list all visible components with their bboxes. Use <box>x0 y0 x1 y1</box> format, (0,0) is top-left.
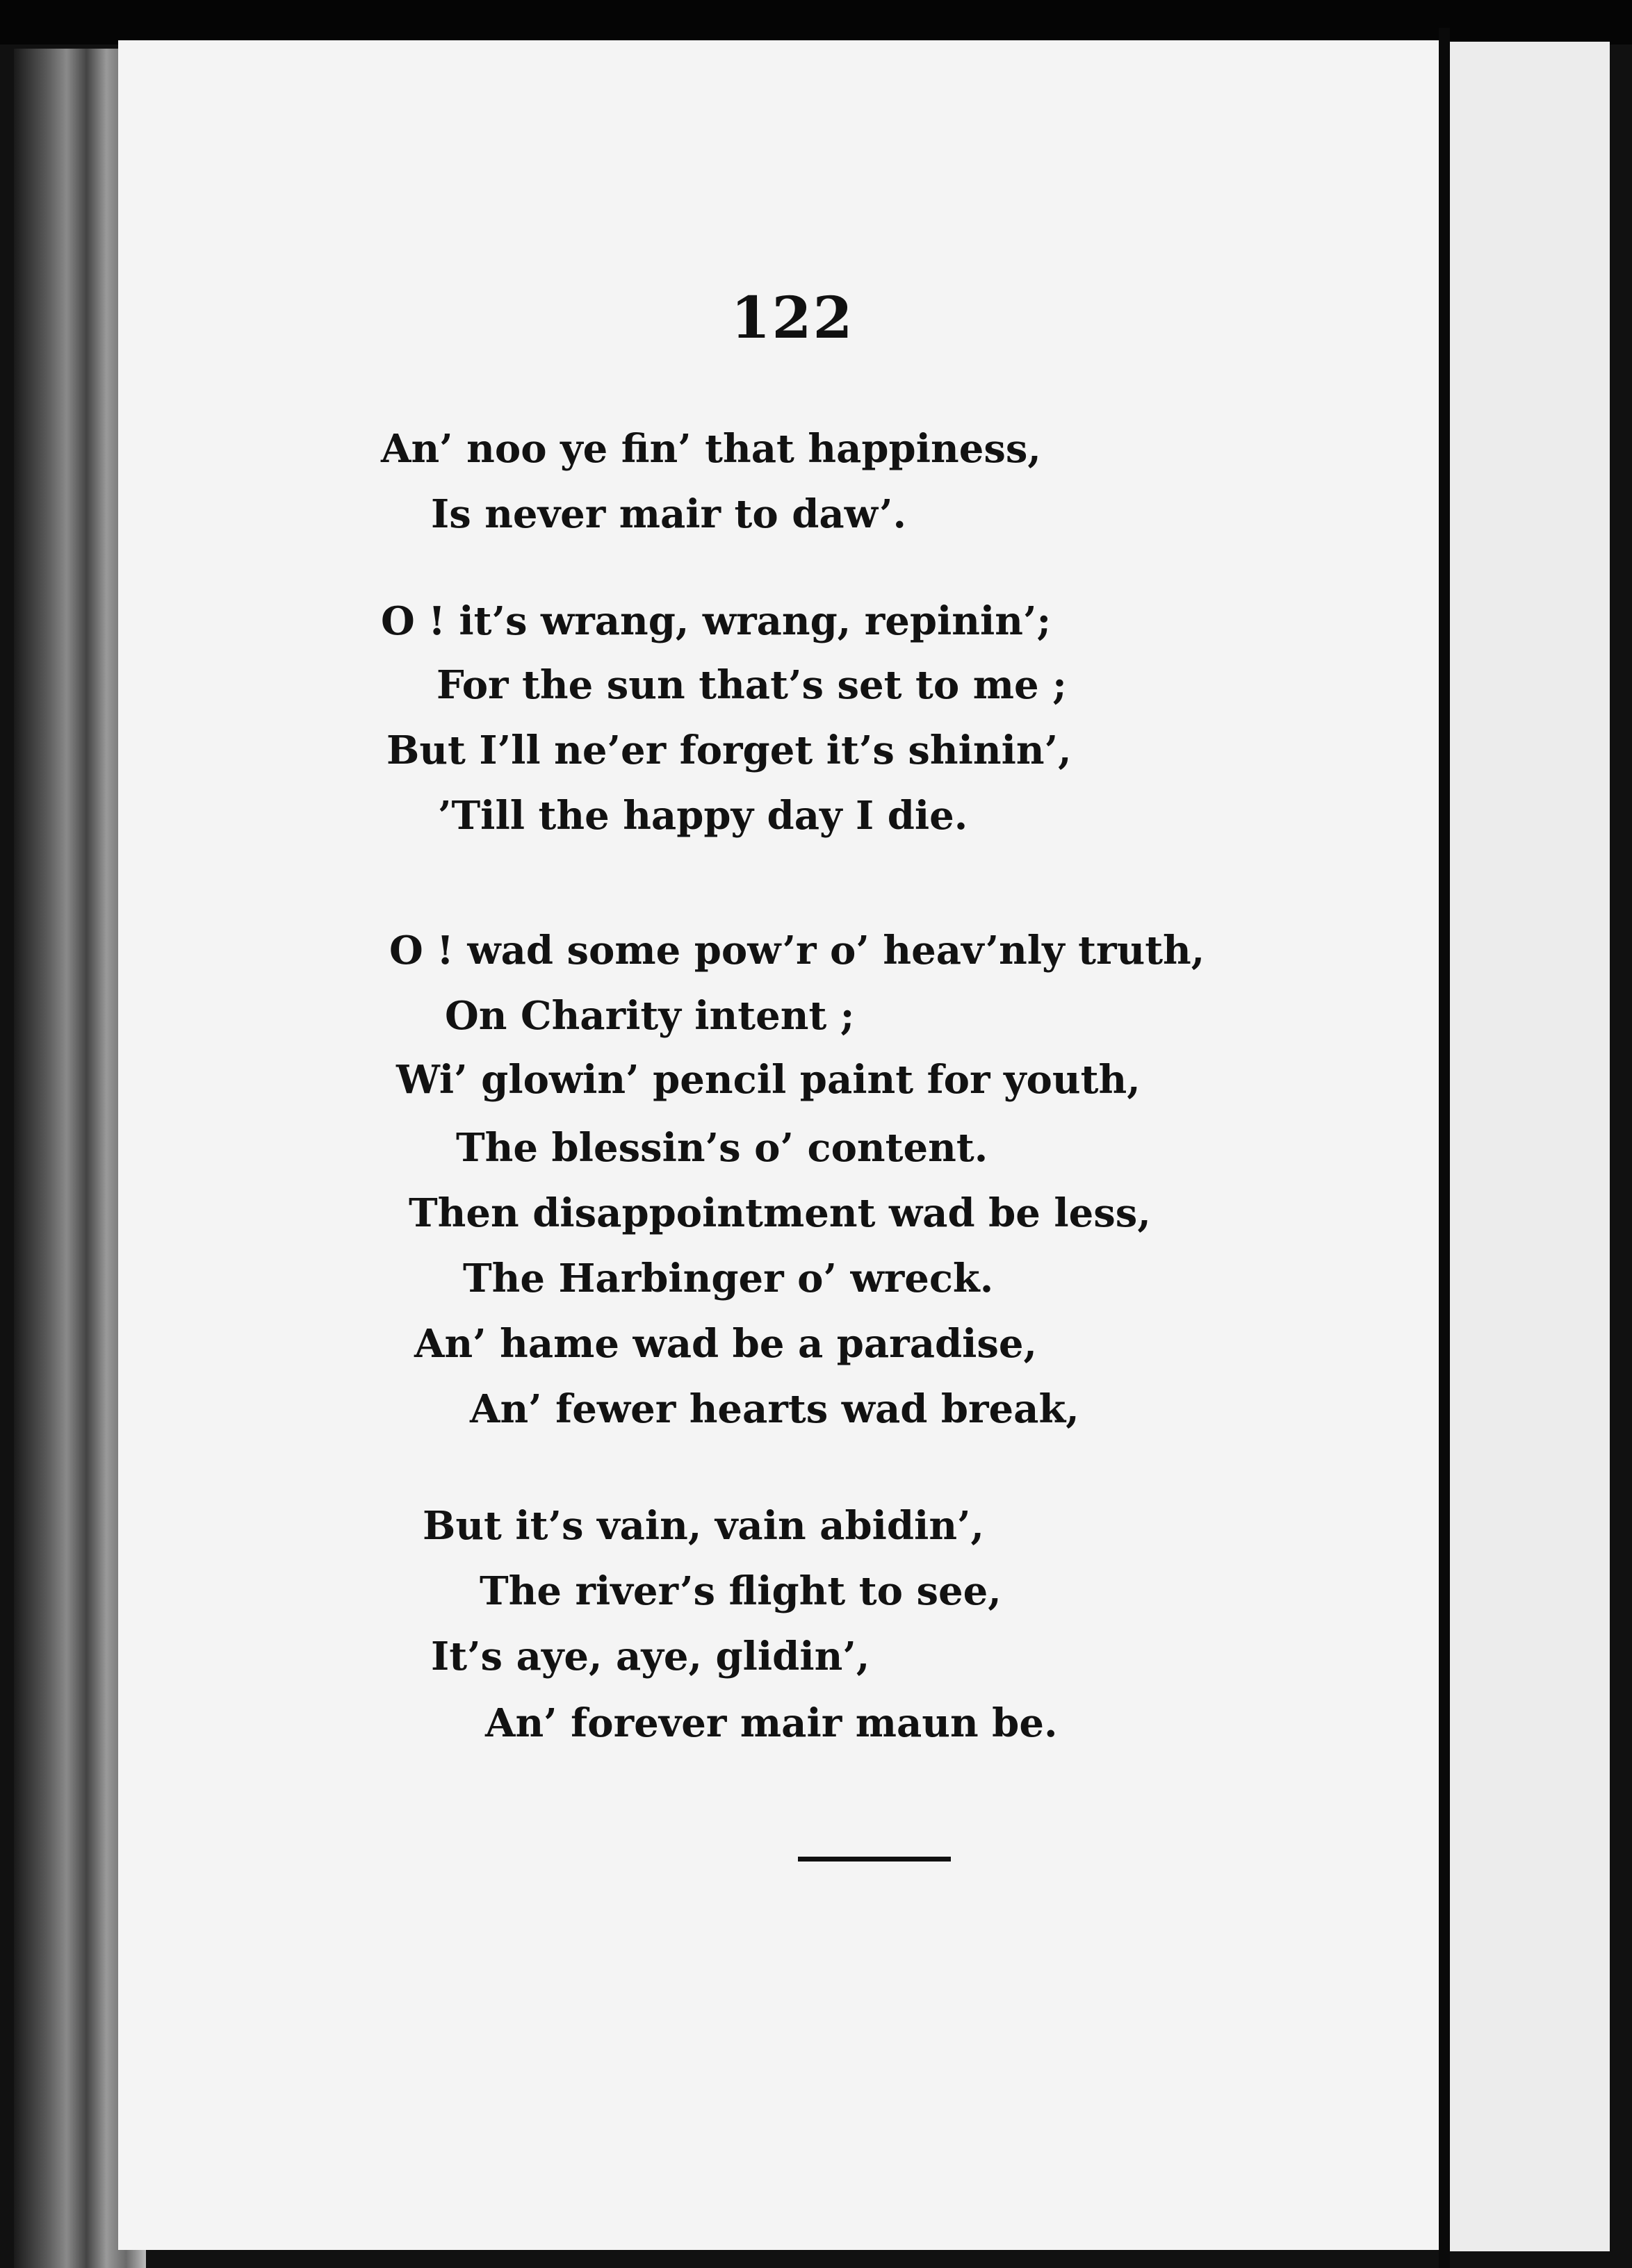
facing-page-edge <box>1450 42 1610 2251</box>
poem-line: Then disappointment wad be less, <box>409 1190 1151 1236</box>
poem-line: But I’ll ne’er forget it’s shinin’, <box>386 728 1072 773</box>
poem-line: But it’s vain, vain abidin’, <box>423 1503 985 1549</box>
poem-line: O ! it’s wrang, wrang, repinin’; <box>381 598 1052 644</box>
scan-border-top <box>0 0 1632 44</box>
poem-line: The river’s flight to see, <box>480 1568 1002 1614</box>
poem-line: On Charity intent ; <box>445 993 855 1039</box>
poem-line: Is never mair to daw’. <box>431 491 906 537</box>
poem-line: For the sun that’s set to me ; <box>436 662 1067 708</box>
page-gutter <box>1439 28 1450 2268</box>
poem-line: It’s aye, aye, glidin’, <box>431 1634 870 1679</box>
poem-line: The blessin’s o’ content. <box>456 1125 988 1171</box>
page-number: 122 <box>731 285 854 352</box>
poem-line: An’ hame wad be a paradise, <box>414 1321 1038 1367</box>
poem-line: The Harbinger o’ wreck. <box>463 1256 994 1301</box>
poem-line: An’ fewer hearts wad break, <box>470 1386 1079 1432</box>
poem-line: ’Till the happy day I die. <box>438 793 968 839</box>
section-divider <box>798 1857 951 1862</box>
poem-line: An’ noo ye fin’ that happiness, <box>381 426 1041 472</box>
poem-line: An’ forever mair maun be. <box>485 1700 1058 1746</box>
poem-line: O ! wad some pow’r o’ heav’nly truth, <box>389 928 1205 973</box>
poem-line: Wi’ glowin’ pencil paint for youth, <box>396 1057 1141 1103</box>
